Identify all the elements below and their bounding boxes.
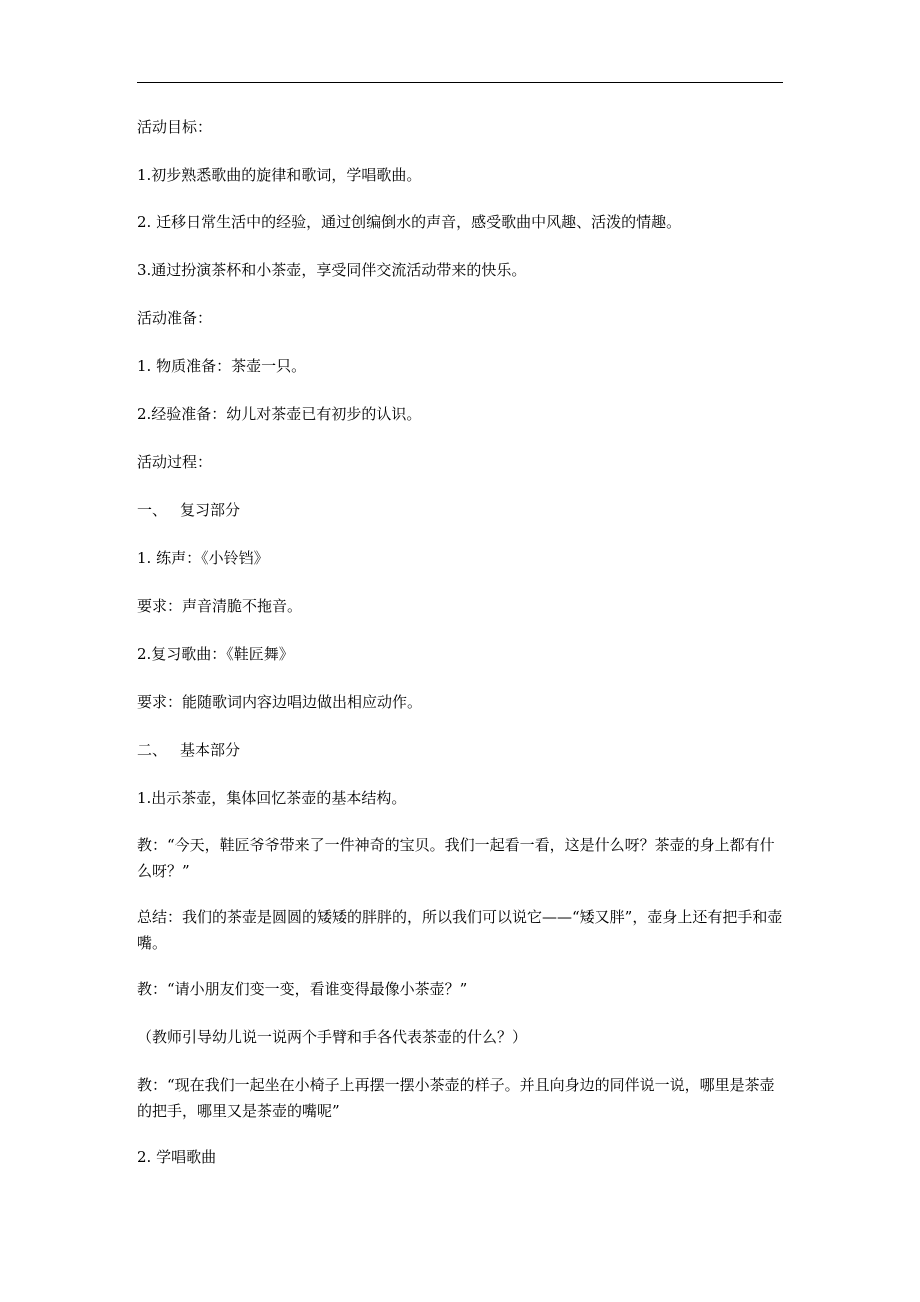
paragraph-goal-1: 1.初步熟悉歌曲的旋律和歌词，学唱歌曲。 xyxy=(137,166,422,184)
section-heading-basic xyxy=(137,737,783,763)
section-title: 复习部分 xyxy=(180,501,241,519)
paragraph-review-2: 2.复习歌曲：《鞋匠舞》 xyxy=(137,645,294,663)
paragraph-review-req-2: 要求：能随歌词内容边唱边做出相应动作。 xyxy=(137,693,423,711)
paragraph-teacher-3: 教：“现在我们一起坐在小椅子上再摆一摆小茶壶的样子。并且向身边的同伴说一说，哪里是茶壶的把手，哪里又是茶壶的嘴呢” xyxy=(137,1076,775,1120)
paragraph-goal-2: 2. 迁移日常生活中的经验，通过创编倒水的声音，感受歌曲中风趣、活泼的情趣。 xyxy=(137,213,682,231)
paragraph-review-req-1: 要求：声音清脆不拖音。 xyxy=(137,597,303,615)
section-title: 基本部分 xyxy=(180,741,241,759)
paragraph-teacher-note: （教师引导幼儿说一说两个手臂和手各代表茶壶的什么？） xyxy=(137,1028,528,1046)
paragraph-goals-heading: 活动目标： xyxy=(137,118,213,136)
paragraph-review-1: 1. 练声：《小铃铛》 xyxy=(137,549,269,567)
section-heading-review xyxy=(137,497,783,523)
section-number: 二、 xyxy=(137,741,168,759)
paragraph-basic-1: 1.出示茶壶，集体回忆茶壶的基本结构。 xyxy=(137,789,407,807)
section-number: 一、 xyxy=(137,501,168,519)
header-rule xyxy=(137,82,783,83)
paragraph-process-heading: 活动过程： xyxy=(137,453,213,471)
paragraph-prep-1: 1. 物质准备：茶壶一只。 xyxy=(137,357,307,375)
paragraph-goal-3: 3.通过扮演茶杯和小茶壶，享受同伴交流活动带来的快乐。 xyxy=(137,261,527,279)
paragraph-teacher-2: 教：“请小朋友们变一变，看谁变得最像小茶壶？” xyxy=(137,980,468,998)
paragraph-learn-song: 2. 学唱歌曲 xyxy=(137,1148,217,1166)
paragraph-prep-2: 2.经验准备：幼儿对茶壶已有初步的认识。 xyxy=(137,405,422,423)
paragraph-summary: 总结：我们的茶壶是圆圆的矮矮的胖胖的，所以我们可以说它——“矮又胖”，壶身上还有把手和壶嘴。 xyxy=(137,908,783,952)
paragraph-teacher-1: 教：“今天，鞋匠爷爷带来了一件神奇的宝贝。我们一起看一看，这是什么呀？茶壶的身上都有什么呀？” xyxy=(137,836,775,880)
paragraph-prep-heading: 活动准备： xyxy=(137,309,213,327)
